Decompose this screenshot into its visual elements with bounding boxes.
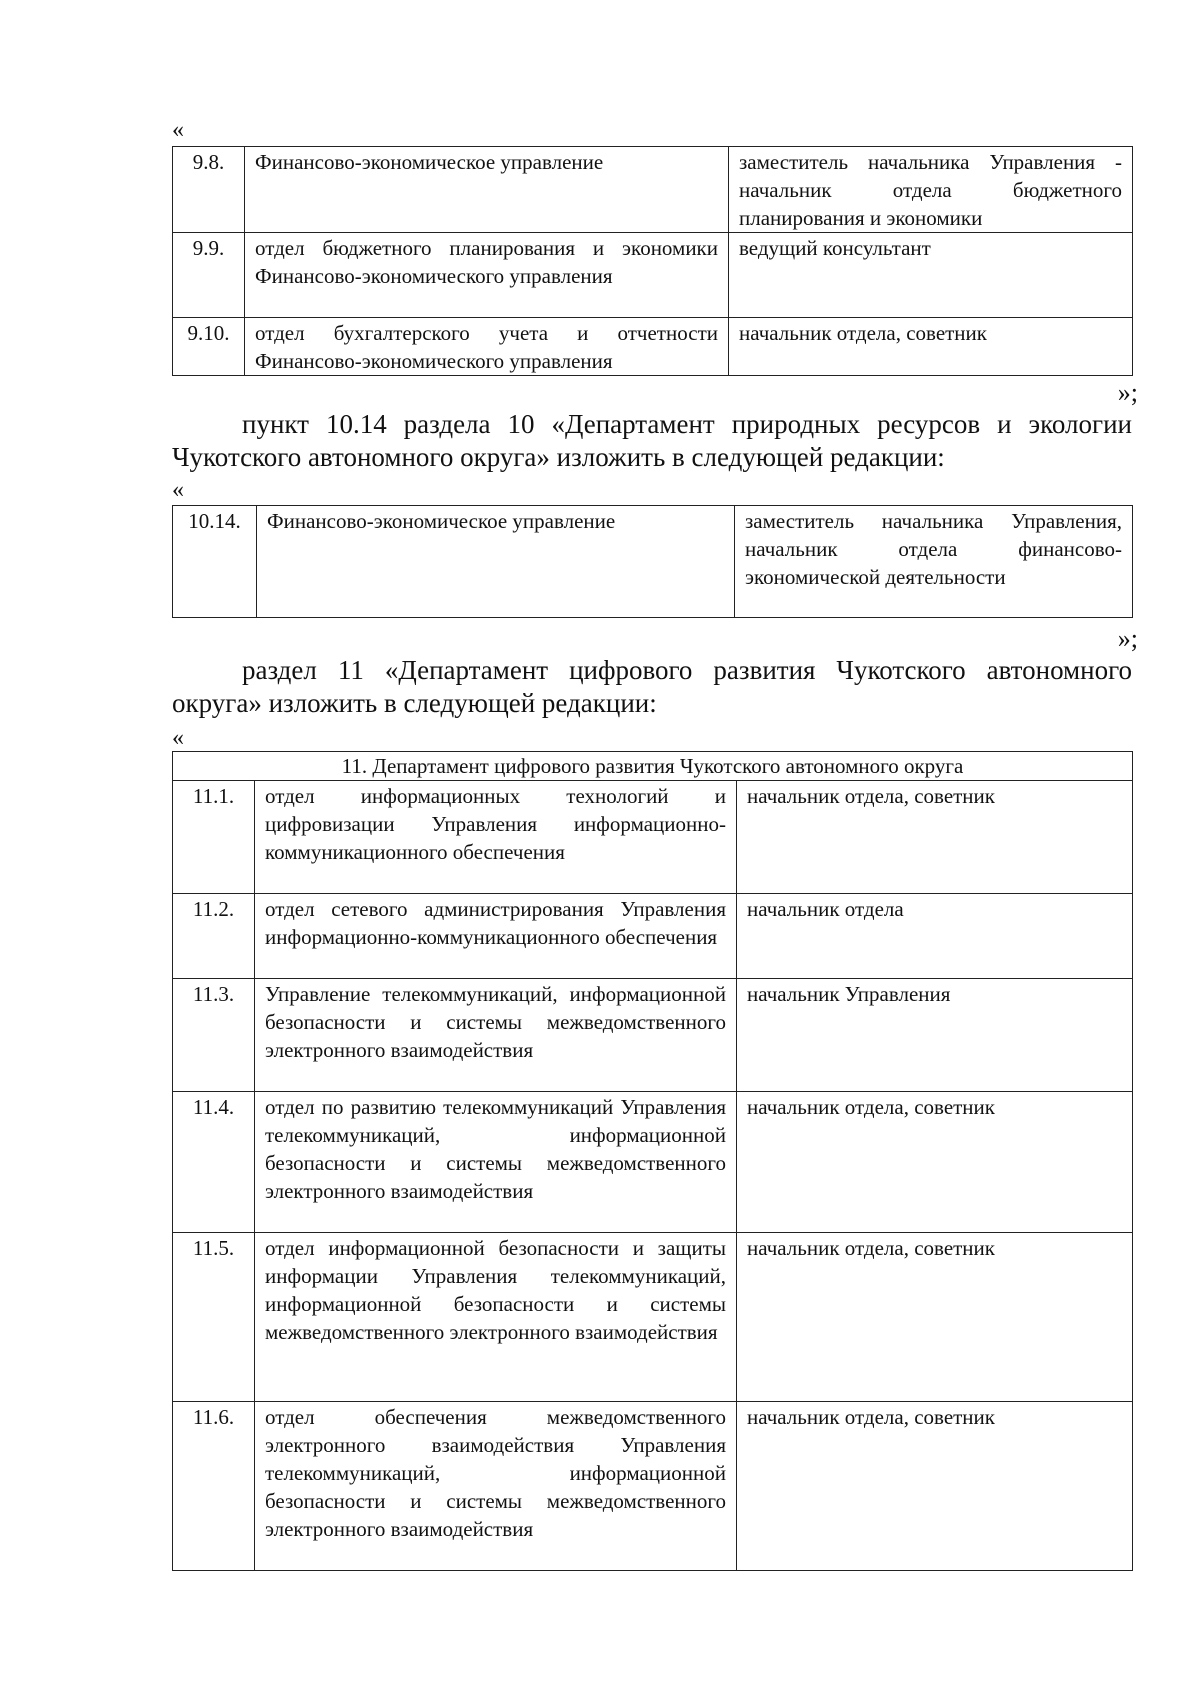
position-title: начальник отдела: [737, 894, 1133, 979]
position-title: начальник Управления: [737, 979, 1133, 1092]
table-row: [173, 1402, 1133, 1571]
unit-name: Управление телекоммуникаций, информационной безопасности и системы межведомственного электронного взаимодействия: [255, 979, 737, 1092]
position-title: заместитель начальника Управления, начальник отдела финансово-экономической деятельности: [735, 506, 1133, 618]
position-title: начальник отдела, советник: [729, 318, 1133, 376]
table-row: [173, 147, 1133, 233]
row-number: 11.4.: [173, 1092, 255, 1233]
table3: [172, 751, 1133, 1571]
table3-open-quote: «: [172, 725, 184, 751]
row-number: 11.6.: [173, 1402, 255, 1571]
unit-name: отдел по развитию телекоммуникаций Управления телекоммуникаций, информационной безопасности и системы межведомственного электронного взаимодействия: [255, 1092, 737, 1233]
table-row: [173, 894, 1133, 979]
table1-close-quote: »;: [1117, 378, 1138, 407]
position-title: начальник отдела, советник: [737, 781, 1133, 894]
unit-name: отдел информационной безопасности и защиты информации Управления телекоммуникаций, информационной безопасности и системы межведомственного электронного взаимодействия: [255, 1233, 737, 1402]
row-number: 10.14.: [173, 506, 257, 618]
unit-name: отдел бюджетного планирования и экономики Финансово-экономического управления: [245, 233, 729, 318]
row-number: 9.9.: [173, 233, 245, 318]
table-row: [173, 1233, 1133, 1402]
table2-close-quote: »;: [1117, 624, 1138, 653]
position-title: заместитель начальника Управления - начальник отдела бюджетного планирования и экономики: [729, 147, 1133, 233]
row-number: 11.3.: [173, 979, 255, 1092]
unit-name: отдел обеспечения межведомственного электронного взаимодействия Управления телекоммуникаций, информационной безопасности и системы межведомственного электронного взаимодействия: [255, 1402, 737, 1571]
unit-name: отдел сетевого администрирования Управления информационно-коммуникационного обеспечения: [255, 894, 737, 979]
table2-open-quote: «: [172, 477, 184, 503]
position-title: начальник отдела, советник: [737, 1402, 1133, 1571]
row-number: 9.10.: [173, 318, 245, 376]
table2: [172, 505, 1133, 618]
unit-name: отдел бухгалтерского учета и отчетности Финансово-экономического управления: [245, 318, 729, 376]
table-row: [173, 233, 1133, 318]
unit-name: Финансово-экономическое управление: [245, 147, 729, 233]
position-title: ведущий консультант: [729, 233, 1133, 318]
table-row: [173, 979, 1133, 1092]
unit-name: отдел информационных технологий и цифровизации Управления информационно-коммуникационного обеспечения: [255, 781, 737, 894]
table1: [172, 146, 1133, 376]
row-number: 11.5.: [173, 1233, 255, 1402]
table1-open-quote: «: [172, 117, 184, 143]
table-row: [173, 318, 1133, 376]
table-row: [173, 781, 1133, 894]
table-header-row: [173, 752, 1133, 781]
table-row: [173, 506, 1133, 618]
paragraph-1: пункт 10.14 раздела 10 «Департамент природных ресурсов и экологии Чукотского автономного округа» изложить в следующей редакции:: [172, 409, 1132, 472]
position-title: начальник отдела, советник: [737, 1233, 1133, 1402]
table-row: [173, 1092, 1133, 1233]
unit-name: Финансово-экономическое управление: [257, 506, 735, 618]
department-header: 11. Департамент цифрового развития Чукотского автономного округа: [173, 752, 1133, 781]
paragraph-2: раздел 11 «Департамент цифрового развития Чукотского автономного округа» изложить в следующей редакции:: [172, 655, 1132, 718]
position-title: начальник отдела, советник: [737, 1092, 1133, 1233]
row-number: 11.1.: [173, 781, 255, 894]
row-number: 9.8.: [173, 147, 245, 233]
row-number: 11.2.: [173, 894, 255, 979]
